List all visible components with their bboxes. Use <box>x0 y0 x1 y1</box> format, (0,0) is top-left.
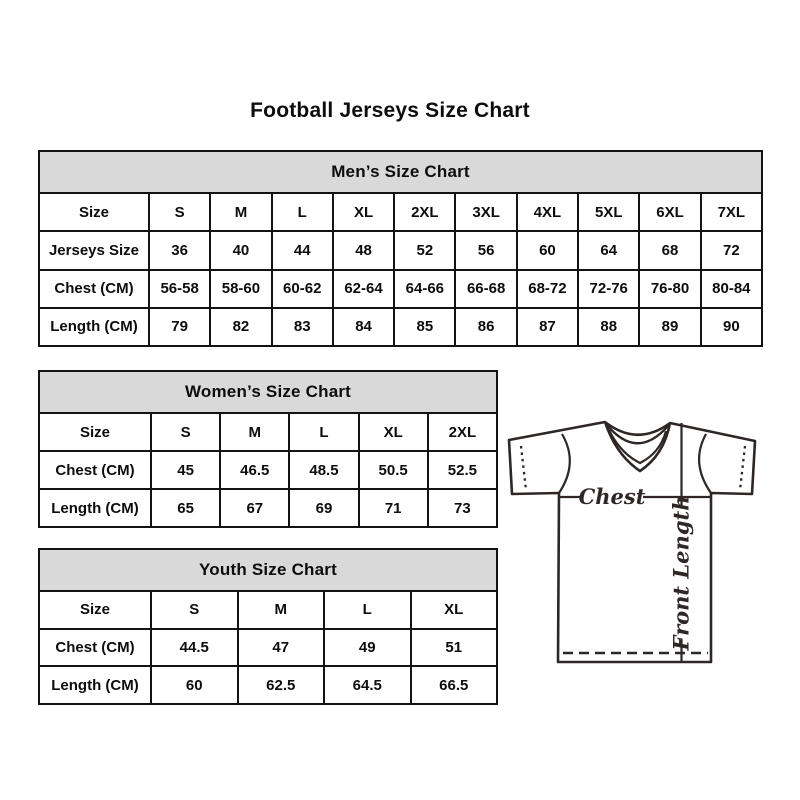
data-cell: 62.5 <box>238 666 325 704</box>
data-cell: 3XL <box>455 193 516 231</box>
data-cell: 82 <box>210 308 271 346</box>
data-cell: 6XL <box>639 193 700 231</box>
table-row <box>39 193 762 231</box>
data-cell: 72-76 <box>578 270 639 308</box>
data-cell: 50.5 <box>359 451 428 489</box>
data-cell: S <box>151 413 220 451</box>
data-cell: 67 <box>220 489 289 527</box>
data-cell: 60-62 <box>272 270 333 308</box>
table-title-row <box>39 151 762 193</box>
womens-size-table <box>38 370 498 528</box>
data-cell: 64 <box>578 231 639 269</box>
row-label-cell: Size <box>39 413 151 451</box>
data-cell: 7XL <box>701 193 762 231</box>
data-cell: 49 <box>324 629 411 667</box>
data-cell: 73 <box>428 489 497 527</box>
youth-size-table <box>38 548 498 705</box>
page-title: Football Jerseys Size Chart <box>250 99 530 122</box>
data-cell: 80-84 <box>701 270 762 308</box>
data-cell: 87 <box>517 308 578 346</box>
data-cell: L <box>324 591 411 629</box>
jersey-measurement-diagram <box>505 405 773 667</box>
data-cell: L <box>272 193 333 231</box>
data-cell: 52.5 <box>428 451 497 489</box>
data-cell: 60 <box>151 666 238 704</box>
data-cell: 62-64 <box>333 270 394 308</box>
row-label-cell: Length (CM) <box>39 489 151 527</box>
row-label-cell: Length (CM) <box>39 666 151 704</box>
data-cell: 68 <box>639 231 700 269</box>
data-cell: 68-72 <box>517 270 578 308</box>
data-cell: 79 <box>149 308 210 346</box>
data-cell: 72 <box>701 231 762 269</box>
row-label-cell: Chest (CM) <box>39 270 149 308</box>
data-cell: S <box>151 591 238 629</box>
table-row <box>39 591 497 629</box>
data-cell: 51 <box>411 629 498 667</box>
data-cell: 48 <box>333 231 394 269</box>
data-cell: 36 <box>149 231 210 269</box>
data-cell: 66-68 <box>455 270 516 308</box>
data-cell: 2XL <box>394 193 455 231</box>
data-cell: 56-58 <box>149 270 210 308</box>
chest-measure-label: Chest <box>578 484 646 509</box>
data-cell: 58-60 <box>210 270 271 308</box>
table-row <box>39 451 497 489</box>
data-cell: 84 <box>333 308 394 346</box>
data-cell: 2XL <box>428 413 497 451</box>
table-title: Men’s Size Chart <box>39 151 762 193</box>
data-cell: 56 <box>455 231 516 269</box>
table-title: Youth Size Chart <box>39 549 497 591</box>
data-cell: 5XL <box>578 193 639 231</box>
data-cell: 76-80 <box>639 270 700 308</box>
data-cell: S <box>149 193 210 231</box>
table-row <box>39 270 762 308</box>
table-row <box>39 308 762 346</box>
data-cell: 71 <box>359 489 428 527</box>
data-cell: 52 <box>394 231 455 269</box>
size-table <box>38 370 498 528</box>
table-title-row <box>39 549 497 591</box>
data-cell: XL <box>333 193 394 231</box>
data-cell: XL <box>359 413 428 451</box>
row-label-cell: Size <box>39 193 149 231</box>
data-cell: 44 <box>272 231 333 269</box>
row-label-cell: Chest (CM) <box>39 451 151 489</box>
data-cell: 88 <box>578 308 639 346</box>
data-cell: 89 <box>639 308 700 346</box>
data-cell: 90 <box>701 308 762 346</box>
table-row <box>39 413 497 451</box>
data-cell: M <box>210 193 271 231</box>
data-cell: 85 <box>394 308 455 346</box>
data-cell: 4XL <box>517 193 578 231</box>
data-cell: 86 <box>455 308 516 346</box>
data-cell: 83 <box>272 308 333 346</box>
data-cell: 64-66 <box>394 270 455 308</box>
row-label-cell: Chest (CM) <box>39 629 151 667</box>
data-cell: M <box>220 413 289 451</box>
mens-size-table <box>38 150 763 347</box>
data-cell: 48.5 <box>289 451 358 489</box>
row-label-cell: Length (CM) <box>39 308 149 346</box>
table-row <box>39 666 497 704</box>
data-cell: 46.5 <box>220 451 289 489</box>
size-table <box>38 150 763 347</box>
table-title-row <box>39 371 497 413</box>
front-length-measure-label: Front Length <box>668 495 694 651</box>
table-row <box>39 231 762 269</box>
data-cell: 44.5 <box>151 629 238 667</box>
data-cell: L <box>289 413 358 451</box>
data-cell: 47 <box>238 629 325 667</box>
table-row <box>39 489 497 527</box>
size-table <box>38 548 498 705</box>
data-cell: 65 <box>151 489 220 527</box>
data-cell: 69 <box>289 489 358 527</box>
data-cell: 45 <box>151 451 220 489</box>
data-cell: 40 <box>210 231 271 269</box>
data-cell: M <box>238 591 325 629</box>
data-cell: 66.5 <box>411 666 498 704</box>
data-cell: 64.5 <box>324 666 411 704</box>
table-row <box>39 629 497 667</box>
row-label-cell: Jerseys Size <box>39 231 149 269</box>
row-label-cell: Size <box>39 591 151 629</box>
table-title: Women’s Size Chart <box>39 371 497 413</box>
data-cell: 60 <box>517 231 578 269</box>
data-cell: XL <box>411 591 498 629</box>
